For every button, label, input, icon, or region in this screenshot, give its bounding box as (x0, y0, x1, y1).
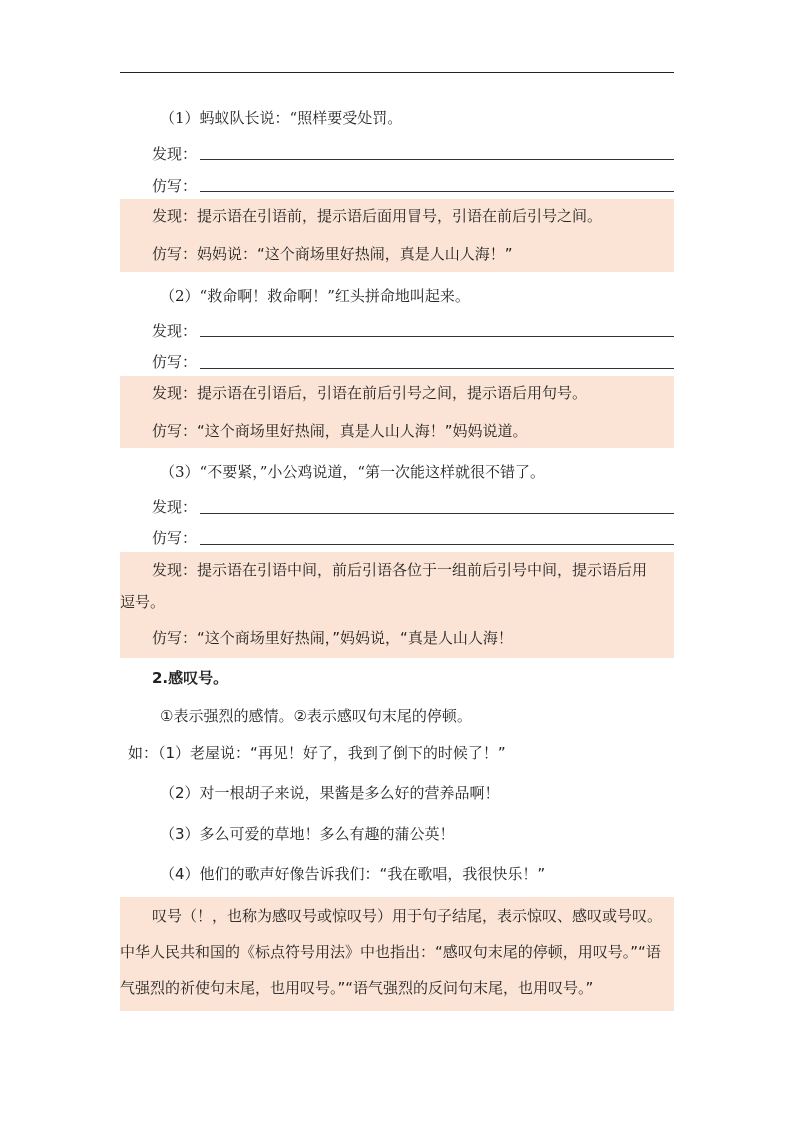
section-heading: 2.感叹号。 (152, 669, 229, 687)
q3-find-label: 发现： (152, 498, 198, 516)
example-item: （4）他们的歌声好像告诉我们：“我在歌唱，我很快乐！” (160, 865, 546, 883)
q3-answer-find-line2: 逗号。 (120, 593, 166, 611)
q2-prompt: （2）“救命啊！救命啊！”红头拼命地叫起来。 (160, 287, 470, 305)
q2-find-blank[interactable] (200, 336, 674, 337)
q2-find-label: 发现： (152, 322, 198, 340)
q1-answer-find: 发现：提示语在引语前，提示语后面用冒号，引语在前后引号之间。 (152, 207, 603, 225)
q3-find-blank[interactable] (200, 513, 674, 514)
q1-imitate-blank[interactable] (200, 191, 674, 192)
q1-find-label: 发现： (152, 145, 198, 163)
q3-imitate-label: 仿写： (152, 529, 198, 547)
q1-find-blank[interactable] (200, 159, 674, 160)
example-item: （2）对一根胡子来说，果酱是多么好的营养品啊！ (160, 784, 500, 802)
q1-prompt: （1）蚂蚁队长说：“照样要受处罚。 (160, 109, 403, 127)
note-line: 叹号（！，也称为感叹号或惊叹号）用于句子结尾，表示惊叹、感叹或号叹。 (152, 907, 663, 925)
q2-imitate-label: 仿写： (152, 353, 198, 371)
example-item: 如：（1）老屋说：“再见！好了，我到了倒下的时候了！” (128, 744, 506, 762)
example-item: （3）多么可爱的草地！多么有趣的蒲公英！ (160, 825, 455, 843)
q2-imitate-blank[interactable] (200, 368, 674, 369)
note-line: 气强烈的祈使句末尾，也用叹号。”“语气强烈的反问句末尾，也用叹号。” (120, 979, 594, 997)
top-rule (120, 72, 674, 73)
q2-answer-find: 发现：提示语在引语后，引语在前后引号之间，提示语后用句号。 (152, 384, 588, 402)
q3-imitate-blank[interactable] (200, 544, 674, 545)
q2-answer-imitate: 仿写：“这个商场里好热闹，真是人山人海！”妈妈说道。 (152, 422, 528, 440)
q3-answer-find-line1: 发现：提示语在引语中间，前后引语各位于一组前后引号中间，提示语后用 (152, 561, 648, 579)
q1-imitate-label: 仿写： (152, 177, 198, 195)
exclamation-usage: ①表示强烈的感情。②表示感叹句末尾的停顿。 (160, 707, 472, 725)
q1-answer-imitate: 仿写：妈妈说：“这个商场里好热闹，真是人山人海！” (152, 245, 513, 263)
q3-prompt: （3）“不要紧，”小公鸡说道，“第一次能这样就很不错了。 (160, 463, 546, 481)
note-line: 中华人民共和国的《标点符号用法》中也指出：“感叹句末尾的停顿，用叹号。”“语 (120, 943, 661, 961)
q3-answer-imitate: 仿写：“这个商场里好热闹，”妈妈说，“真是人山人海！ (152, 629, 513, 647)
